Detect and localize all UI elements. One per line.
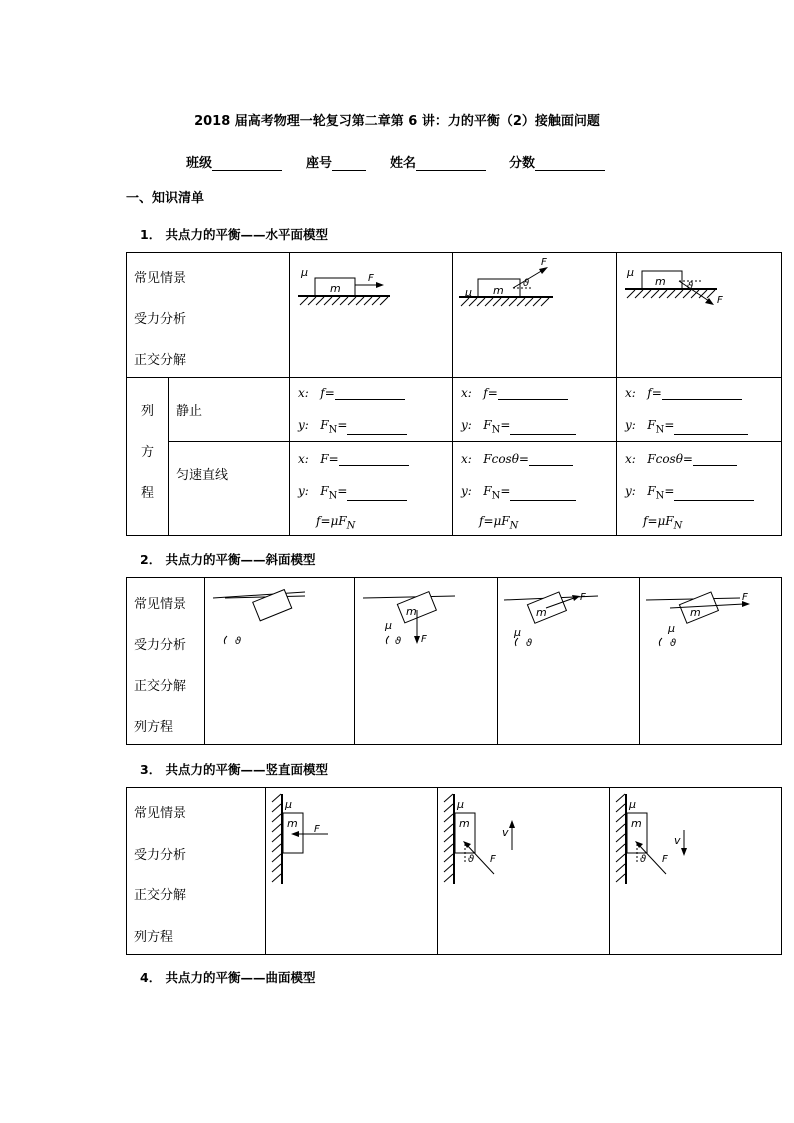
scene-wall-upward [438,788,610,955]
label-force-analysis: 受力分析 [134,848,187,863]
model-heading-vertical: 3． 共点力的平衡——竖直面模型 [140,762,329,777]
incline-model-table [126,577,782,745]
static-label-cell [169,378,290,442]
scene-incline-rest [205,578,355,745]
mu-label: μ [457,798,464,811]
mass-label: m [406,605,417,618]
horizontal-model-table [126,252,782,536]
eq-x-label: x: [461,452,472,466]
mu-label: μ [301,266,308,279]
eq-y-expression: F [483,418,492,432]
theta-label: ϑ [687,281,694,292]
mass-label: m [631,817,642,830]
scene-wall-downward [610,788,782,955]
uniform-label-cell [169,442,290,536]
answer-blank[interactable] [335,387,405,400]
eq-x-label: x: [461,386,472,400]
eq-y-expression: F [647,418,656,432]
eq-y-subscript: N [328,490,338,502]
row-header-cell [127,253,290,378]
velocity-label: v [502,826,509,839]
eq-y-label: y: [298,484,309,498]
force-label: F [314,824,320,835]
eq-equals: = [664,484,675,498]
theta-label: ϑ [670,638,677,649]
score-blank[interactable] [535,157,605,171]
score-label: 分数 [509,156,536,171]
eq-x-label: x: [625,452,636,466]
force-label: F [368,273,374,284]
seat-field [306,152,366,171]
eq-y-expression: F [320,484,329,498]
eq-x-label: x: [625,386,636,400]
friction-subscript: N [673,520,683,532]
answer-blank[interactable] [674,422,748,435]
uniform-eq-1 [290,442,453,536]
label-decomposition: 正交分解 [134,888,187,903]
mu-label: μ [668,622,675,635]
theta-label: ϑ [468,854,475,865]
eq-y-label: y: [625,484,636,498]
answer-blank[interactable] [510,488,576,501]
label-equation: 列方程 [134,720,174,735]
eq-equals: = [500,484,511,498]
label-lie: 列 [140,404,154,419]
name-blank[interactable] [416,157,486,171]
static-eq-1 [290,378,453,442]
eq-y-subscript: N [655,490,665,502]
mass-label: m [493,284,504,297]
theta-label: ϑ [526,638,533,649]
section-heading: 一、知识清单 [126,191,205,206]
scene-horizontal-push [290,253,453,378]
block-pulled-up-diagram [453,253,617,378]
eq-y-label: y: [298,418,309,432]
velocity-label: v [674,834,681,847]
mass-label: m [330,282,341,295]
block-wall-moving-up-diagram [438,788,610,955]
label-fang: 方 [140,445,154,460]
seat-blank[interactable] [332,157,366,171]
row-header-cell [127,788,266,955]
theta-label: ϑ [640,854,647,865]
eq-y-expression: F [320,418,329,432]
friction-formula: f=μF [643,514,674,528]
block-pushed-down-diagram [617,253,782,378]
score-field [509,152,605,171]
mass-label: m [655,275,666,288]
answer-blank[interactable] [347,422,407,435]
eq-x-expression: f= [483,386,498,400]
eq-equals: = [337,484,348,498]
force-arrow-icon [539,267,548,274]
answer-blank[interactable] [347,488,407,501]
mu-label: μ [465,286,472,299]
velocity-arrow-icon [509,820,515,828]
eq-y-label: y: [625,418,636,432]
label-decomposition: 正交分解 [134,679,187,694]
force-arrow-icon [572,595,580,601]
theta-label: ϑ [235,636,242,647]
friction-formula: f=μF [479,514,510,528]
mu-label: μ [385,619,392,632]
eq-equals: = [664,418,675,432]
block-incline-vertical-force-diagram [355,578,498,745]
answer-blank[interactable] [674,488,754,501]
answer-blank[interactable] [498,387,568,400]
name-label: 姓名 [390,156,417,171]
static-eq-2 [453,378,617,442]
mu-label: μ [285,798,292,811]
friction-formula: f=μF [316,514,347,528]
mass-label: m [459,817,470,830]
force-arrow-icon [414,636,420,644]
friction-subscript: N [509,520,519,532]
mu-label: μ [627,266,634,279]
force-label: F [421,634,427,645]
force-label: F [742,592,748,603]
label-scene: 常见情景 [134,597,187,612]
page-title: 2018 届高考物理一轮复习第二章第 6 讲：力的平衡（2）接触面问题 [194,114,600,129]
scene-angled-push [617,253,782,378]
label-cheng: 程 [140,486,154,501]
theta-label: ϑ [523,278,530,289]
eq-x-expression: f= [320,386,335,400]
eq-y-subscript: N [655,424,665,436]
scene-incline-horizontal-force [498,578,640,745]
eq-equals: = [500,418,511,432]
force-label: F [717,295,723,306]
block-on-floor-diagram [290,253,453,378]
scene-angled-pull [453,253,617,378]
eq-y-subscript: N [328,424,338,436]
eq-x-expression: F= [320,452,339,466]
eq-y-expression: F [483,484,492,498]
scene-incline-push-force [640,578,782,745]
equation-row-label [127,378,169,536]
block-incline-push-force-diagram [640,578,782,745]
block-on-incline-diagram [205,578,355,745]
answer-blank[interactable] [529,453,573,466]
eq-x-label: x: [298,386,309,400]
theta-label: ϑ [395,636,402,647]
row-header-cell [127,578,205,745]
uniform-eq-3 [617,442,782,536]
class-field [186,152,282,171]
mass-label: m [287,817,298,830]
velocity-arrow-icon [681,848,687,856]
model-heading-incline: 2． 共点力的平衡——斜面模型 [140,552,316,567]
class-blank[interactable] [212,157,282,171]
label-equation: 列方程 [134,930,174,945]
label-scene: 常见情景 [134,271,187,286]
uniform-eq-2 [453,442,617,536]
answer-blank[interactable] [510,422,576,435]
vertical-model-table [126,787,782,955]
block-incline-horizontal-force-diagram [498,578,640,745]
class-label: 班级 [186,156,213,171]
mass-label: m [690,606,701,619]
mu-label: μ [629,798,636,811]
eq-y-label: y: [461,484,472,498]
eq-equals: = [337,418,348,432]
eq-x-expression: f= [647,386,662,400]
label-static: 静止 [176,404,203,419]
seat-label: 座号 [306,156,333,171]
block-against-wall-diagram [266,788,438,955]
name-field [390,152,486,171]
eq-y-subscript: N [491,490,501,502]
scene-wall-push [266,788,438,955]
static-eq-3 [617,378,782,442]
eq-y-subscript: N [491,424,501,436]
label-decomposition: 正交分解 [134,353,187,368]
block-wall-moving-down-diagram [610,788,782,955]
eq-x-label: x: [298,452,309,466]
force-label: F [541,257,547,268]
answer-blank[interactable] [339,453,409,466]
scene-incline-down-force [355,578,498,745]
eq-y-label: y: [461,418,472,432]
force-label: F [580,592,586,603]
force-arrow-icon [376,282,384,288]
eq-x-expression: Fcosθ= [647,452,693,466]
eq-y-expression: F [647,484,656,498]
mass-label: m [536,606,547,619]
label-force-analysis: 受力分析 [134,312,187,327]
label-uniform: 匀速直线 [176,468,229,483]
force-label: F [490,854,496,865]
answer-blank[interactable] [693,453,737,466]
force-label: F [662,854,668,865]
label-scene: 常见情景 [134,806,187,821]
model-heading-horizontal: 1． 共点力的平衡——水平面模型 [140,227,329,242]
mu-label: μ [514,626,521,639]
answer-blank[interactable] [662,387,742,400]
friction-subscript: N [346,520,356,532]
label-force-analysis: 受力分析 [134,638,187,653]
eq-x-expression: Fcosθ= [483,452,529,466]
model-heading-curved: 4． 共点力的平衡——曲面模型 [140,970,316,985]
